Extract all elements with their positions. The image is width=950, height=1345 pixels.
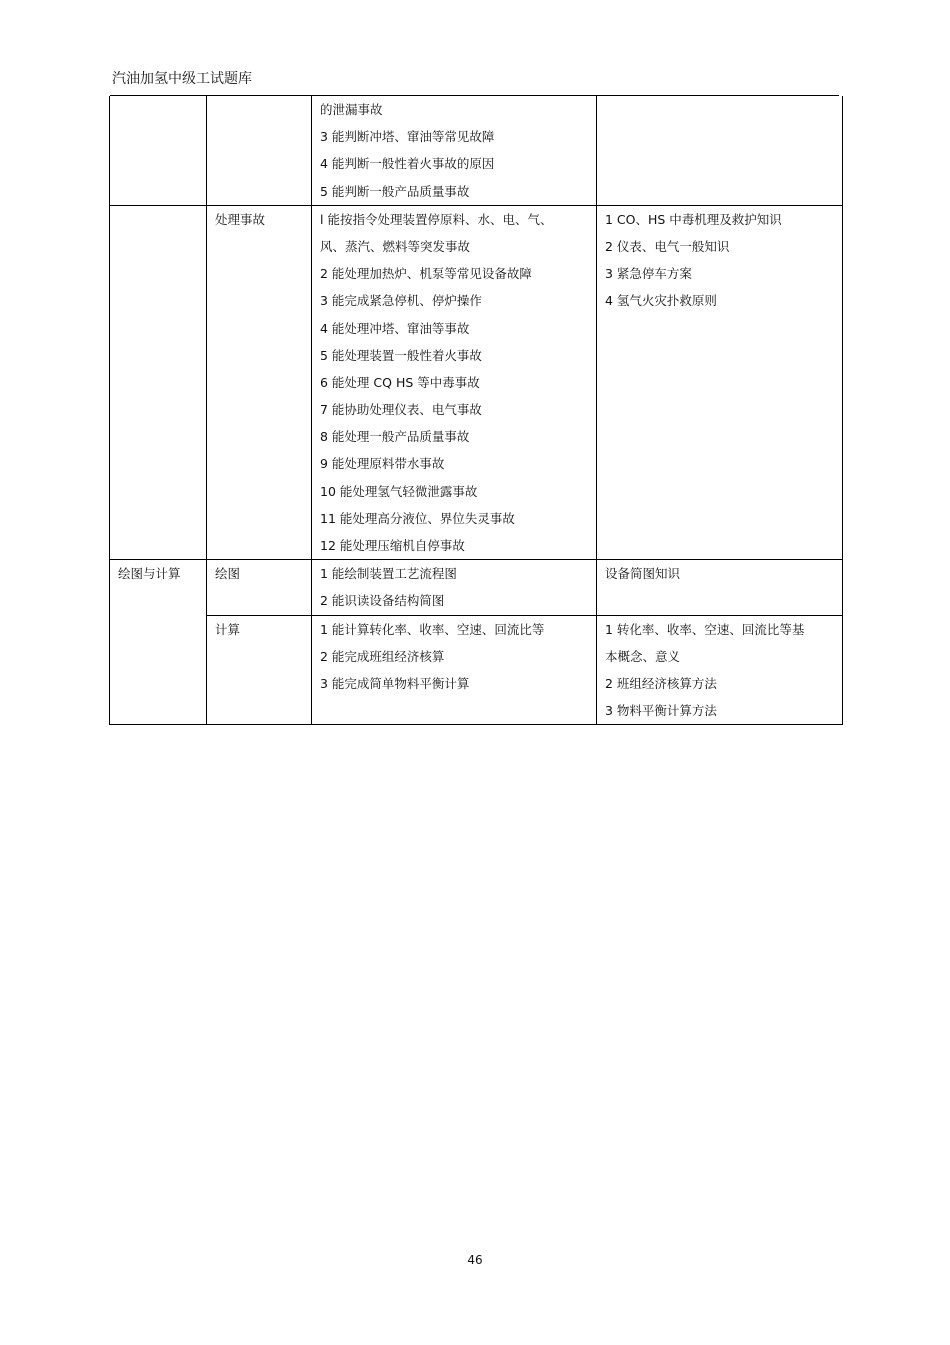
skill-line: 9 能处理原料带水事故 — [320, 456, 445, 472]
knowledge-line: 3 紧急停车方案 — [605, 266, 692, 282]
skills-table — [109, 96, 843, 725]
skill-line: 5 能判断一般产品质量事故 — [320, 183, 470, 199]
item-label: 处理事故 — [215, 211, 266, 227]
category-label: 绘图与计算 — [118, 566, 181, 582]
skill-line: 10 能处理氢气轻微泄露事故 — [320, 483, 478, 499]
skill-line: 11 能处理高分液位、界位失灵事故 — [320, 510, 515, 526]
knowledge-cell — [597, 205, 843, 559]
item-label: 计算 — [215, 621, 241, 637]
category-cell — [110, 96, 207, 205]
item-cell — [207, 205, 312, 559]
skill-line: 4 能处理冲塔、窜油等事故 — [320, 320, 470, 336]
skill-line: 2 能识读设备结构简图 — [320, 593, 445, 609]
skill-line: 5 能处理装置一般性着火事故 — [320, 347, 482, 363]
knowledge-line: 3 物料平衡计算方法 — [605, 703, 717, 719]
skill-line: 3 能完成紧急停机、停炉操作 — [320, 293, 482, 309]
knowledge-line: 1 CO、HS 中毒机理及救护知识 — [605, 211, 782, 227]
skill-line: 8 能处理一般产品质量事故 — [320, 429, 470, 445]
page-header-title: 汽油加氢中级工试题库 — [112, 71, 252, 87]
knowledge-cell — [597, 615, 843, 725]
knowledge-line: 4 氢气火灾扑救原则 — [605, 293, 717, 309]
knowledge-line: 2 仪表、电气一般知识 — [605, 238, 730, 254]
knowledge-cell — [597, 96, 843, 205]
skill-line: 风、蒸汽、燃料等突发事故 — [320, 238, 471, 254]
skill-line: 3 能完成简单物料平衡计算 — [320, 675, 470, 691]
skill-line: 的泄漏事故 — [320, 102, 383, 117]
skill-line: 2 能处理加热炉、机泵等常见设备故障 — [320, 266, 532, 282]
item-cell — [207, 560, 312, 615]
skills-cell — [312, 560, 597, 615]
knowledge-line: 设备简图知识 — [605, 566, 681, 582]
skill-line: l 能按指令处理装置停原料、水、电、气、 — [320, 211, 553, 227]
knowledge-line: 2 班组经济核算方法 — [605, 675, 717, 691]
skill-line: 7 能协助处理仪表、电气事故 — [320, 402, 482, 418]
item-cell — [207, 615, 312, 725]
skill-line: 12 能处理压缩机自停事故 — [320, 538, 465, 553]
knowledge-line: 本概念、意义 — [605, 648, 681, 664]
table-row — [110, 96, 843, 205]
skills-cell — [312, 205, 597, 559]
skills-cell — [312, 615, 597, 725]
skill-line: 3 能判断冲塔、窜油等常见故障 — [320, 129, 495, 145]
table-row — [110, 560, 843, 615]
skill-line: 2 能完成班组经济核算 — [320, 648, 445, 664]
item-cell — [207, 96, 312, 205]
table-row — [110, 615, 843, 725]
table-row — [110, 205, 843, 559]
skill-line: 4 能判断一般性着火事故的原因 — [320, 156, 495, 172]
category-cell — [110, 205, 207, 559]
skill-line: 1 能绘制装置工艺流程图 — [320, 566, 457, 582]
page-number: 46 — [467, 1253, 483, 1267]
knowledge-line: 1 转化率、收率、空速、回流比等基 — [605, 621, 805, 637]
skill-line: 6 能处理 CQ HS 等中毒事故 — [320, 374, 480, 390]
item-label: 绘图 — [215, 566, 241, 582]
skill-line: 1 能计算转化率、收率、空速、回流比等 — [320, 621, 545, 637]
skills-cell — [312, 96, 597, 205]
category-cell — [110, 560, 207, 725]
knowledge-cell — [597, 560, 843, 615]
